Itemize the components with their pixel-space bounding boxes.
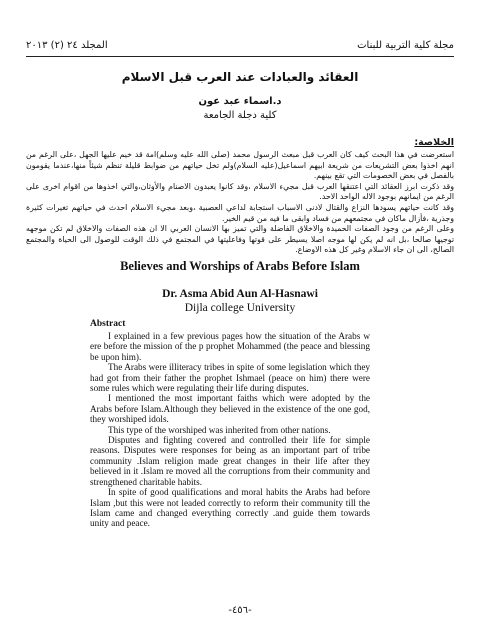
arabic-author: د.اسماء عبد عون: [198, 96, 282, 107]
english-affiliation: Dijla college University: [184, 302, 296, 314]
arabic-paragraph: وقد كانت حياتهم يسودها النزاع والقتال لادنى الاسباب استجابة لداعي العصبية ،وبعد مجيء الاسلام احدث في حياتهم تغيرات كثيرة وجذرية ،فأزال ماكان في مجتمعهم من فساد وابقى ما فيه من قيم الخير.: [26, 202, 454, 223]
english-paragraph: This type of the worshiped was inherited from other nations.: [108, 424, 331, 435]
journal-name: مجلة كلية التربية للبنات: [357, 40, 454, 51]
arabic-abstract-heading: الخلاصة:: [414, 137, 454, 148]
arabic-paragraph: وعلى الرغم من وجود الصفات الحميدة والاخلاق الفاضلة والتي تميز بها الانسان العربي الا ان هذه الصفات والاخلاق لم تكن موجهه توجيها صالحا ،بل انه لم يكن لها موجه اصلا يسيطر على قوتها وفاعليتها في المجتمع في ذلك الوقت للوصول الى الحياة والمجتمع الصالح، الى ان جاء الاسلام وغير كل هذه الاوضاع.: [26, 224, 454, 255]
english-author: Dr. Asma Abid Aun Al-Hasnawi: [162, 288, 318, 300]
english-paragraph: Disputes and fighting covered and controlled their life for simple reasons. Disputes were responses for being as an important part of tribe community .Islam religion made great changes in their life after they believed in it .Islam re moved all the corruptions from their community and strengthened charitable habits.: [90, 435, 370, 487]
arabic-paragraph: وقد ذكرت ابرز العقائد التي اعتنقها العرب قبل مجيء الاسلام ،وقد كانوا يعبدون الاصنام والأوثان،والتي اخذوها من اقوام اخرى على الرغم من ايمانهم بوجود الاله الواحد الاحد.: [26, 181, 454, 202]
english-title: Believes and Worships of Arabs Before Islam: [120, 259, 360, 273]
arabic-affiliation: كلية دجلة الجامعة: [203, 110, 277, 121]
arabic-title: العقائد والعبادات عند العرب قبل الاسلام: [121, 70, 359, 84]
running-header: [26, 40, 454, 57]
page-number: -٤٥٦-: [228, 605, 252, 616]
english-paragraph: I mentioned the most important faiths which were adopted by the Arabs before Islam.Although they believed in the existence of the one god, they worshiped idols.: [90, 393, 370, 425]
english-abstract-heading: Abstract: [90, 319, 126, 329]
english-paragraph: I explained in a few previous pages how the situation of the Arabs w ere before the mission of the p prophet Mohammed (the peace and blessing be upon him).: [90, 331, 370, 362]
arabic-paragraph: استعرضت في هذا البحث كيف كان العرب قبل مبعث الرسول محمد (صلى الله عليه وسلم)امة قد خيم عليها الجهل ،على الرغم من انهم اخذوا بعض التشريعات من شريعة ابيهم اسماعيل(عليه السلام)ولم تخل حياتهم من ضوابط قليلة تنظم شيئاً منها،عندما يقومون بالفصل في بعض الخصومات التي تقع بينهم.: [26, 150, 454, 181]
issue-info: المجلد ٢٤ (٢) ٢٠١٣: [26, 40, 108, 51]
arabic-abstract: [26, 150, 454, 256]
english-paragraph: The Arabs were illiteracy tribes in spite of some legislation which they had got from their father the prophet Ishmael (peace on him) there were some rules which were regulating their life during disputes.: [90, 362, 370, 394]
english-paragraph: In spite of good qualifications and moral habits the Arabs had before Islam ,but this were not leaded correctly to reform their community till the Islam came and changed everything correctly .and guide them towards unity and peace.: [90, 487, 370, 529]
english-abstract: [90, 331, 370, 529]
